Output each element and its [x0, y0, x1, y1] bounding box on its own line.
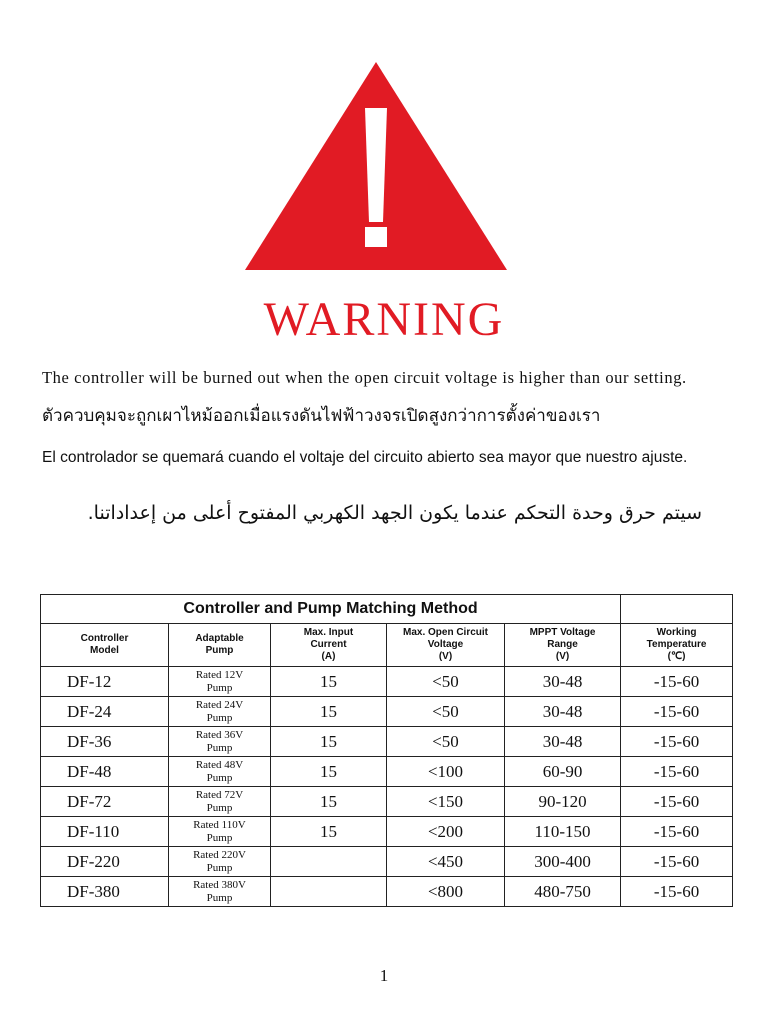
cell-model: DF-12 [41, 667, 169, 697]
header-mppt-voltage-range [505, 624, 621, 667]
header-line: (℃) [667, 651, 686, 662]
cell-pump [169, 757, 271, 787]
cell-mppt-voltage-range: 480-750 [505, 877, 621, 907]
cell-mppt-voltage-range: 60-90 [505, 757, 621, 787]
pump-line: Pump [206, 831, 233, 844]
pump-line: Pump [206, 711, 233, 724]
header-line: Range [547, 639, 578, 650]
pump-line: Pump [206, 891, 233, 904]
table-title: Controller and Pump Matching Method [41, 595, 621, 624]
header-max-input-current [271, 624, 387, 667]
table-row [41, 697, 733, 727]
cell-pump [169, 727, 271, 757]
header-line: Pump [205, 645, 234, 656]
table-row [41, 727, 733, 757]
cell-max-open-circuit-voltage: <200 [387, 817, 505, 847]
header-working-temperature [621, 624, 733, 667]
header-line: (V) [438, 651, 453, 662]
header-max-open-circuit-voltage [387, 624, 505, 667]
exclamation-dot [365, 227, 387, 247]
cell-working-temperature: -15-60 [621, 727, 733, 757]
header-line: Working [656, 627, 697, 638]
pump-line: Rated 110V [193, 818, 246, 831]
cell-pump [169, 877, 271, 907]
cell-model: DF-48 [41, 757, 169, 787]
warning-message-spanish: El controlador se quemará cuando el voltaje del circuito abierto sea mayor que nuestro ajuste. [42, 449, 688, 466]
table-row [41, 667, 733, 697]
cell-mppt-voltage-range: 30-48 [505, 667, 621, 697]
table-row [41, 787, 733, 817]
header-line: Max. Open Circuit [402, 627, 488, 638]
cell-working-temperature: -15-60 [621, 667, 733, 697]
pump-line: Pump [206, 801, 233, 814]
cell-max-input-current [271, 877, 387, 907]
table-row [41, 877, 733, 907]
cell-working-temperature: -15-60 [621, 877, 733, 907]
cell-max-input-current [271, 847, 387, 877]
cell-model: DF-36 [41, 727, 169, 757]
page-number: 1 [379, 966, 389, 985]
header-line: Model [90, 645, 119, 656]
cell-max-input-current: 15 [271, 757, 387, 787]
warning-exclamation-icon [245, 62, 507, 270]
cell-working-temperature: -15-60 [621, 787, 733, 817]
table-row [41, 847, 733, 877]
pump-line: Pump [206, 771, 233, 784]
pump-line: Rated 380V [193, 878, 246, 891]
cell-max-open-circuit-voltage: <100 [387, 757, 505, 787]
cell-pump [169, 817, 271, 847]
cell-max-input-current: 15 [271, 667, 387, 697]
warning-message-arabic: سيتم حرق وحدة التحكم عندما يكون الجهد الكهربي المفتوح أعلى من إعداداتنا. [87, 502, 702, 524]
cell-max-input-current: 15 [271, 697, 387, 727]
cell-working-temperature: -15-60 [621, 757, 733, 787]
cell-model: DF-380 [41, 877, 169, 907]
warning-title: WARNING [263, 293, 505, 346]
header-controller-model [41, 624, 169, 667]
cell-model: DF-24 [41, 697, 169, 727]
header-line: Adaptable [195, 633, 244, 644]
cell-max-input-current: 15 [271, 727, 387, 757]
cell-pump [169, 787, 271, 817]
cell-working-temperature: -15-60 [621, 817, 733, 847]
cell-mppt-voltage-range: 90-120 [505, 787, 621, 817]
cell-model: DF-220 [41, 847, 169, 877]
cell-model: DF-72 [41, 787, 169, 817]
cell-max-open-circuit-voltage: <450 [387, 847, 505, 877]
matching-table [40, 594, 733, 907]
cell-mppt-voltage-range: 300-400 [505, 847, 621, 877]
pump-line: Pump [206, 681, 233, 694]
header-line: (A) [321, 651, 336, 662]
header-line: Voltage [427, 639, 464, 650]
table-header-row [41, 624, 733, 667]
cell-max-open-circuit-voltage: <50 [387, 697, 505, 727]
table-row [41, 757, 733, 787]
cell-pump [169, 697, 271, 727]
header-line: Current [310, 639, 347, 650]
header-line: MPPT Voltage [529, 627, 596, 638]
cell-max-open-circuit-voltage: <800 [387, 877, 505, 907]
header-adaptable-pump [169, 624, 271, 667]
pump-line: Rated 36V [195, 728, 244, 741]
table-row [41, 817, 733, 847]
cell-working-temperature: -15-60 [621, 697, 733, 727]
warning-message-thai: ตัวควบคุมจะถูกเผาไหม้ออกเมื่อแรงดันไฟฟ้าวงจรเปิดสูงกว่าการตั้งค่าของเรา [42, 406, 601, 426]
cell-mppt-voltage-range: 30-48 [505, 697, 621, 727]
pump-line: Rated 220V [193, 848, 246, 861]
header-line: Temperature [646, 639, 707, 650]
pump-line: Rated 48V [195, 758, 244, 771]
cell-mppt-voltage-range: 110-150 [505, 817, 621, 847]
cell-working-temperature: -15-60 [621, 847, 733, 877]
header-line: Max. Input [303, 627, 354, 638]
warning-message-english: The controller will be burned out when the open circuit voltage is higher than our setting. [42, 368, 687, 387]
pump-line: Rated 12V [195, 668, 244, 681]
cell-max-input-current: 15 [271, 817, 387, 847]
cell-max-open-circuit-voltage: <50 [387, 667, 505, 697]
header-line: (V) [555, 651, 570, 662]
cell-mppt-voltage-range: 30-48 [505, 727, 621, 757]
pump-line: Pump [206, 741, 233, 754]
cell-max-open-circuit-voltage: <50 [387, 727, 505, 757]
cell-pump [169, 667, 271, 697]
pump-line: Rated 72V [195, 788, 244, 801]
cell-model: DF-110 [41, 817, 169, 847]
pump-line: Rated 24V [195, 698, 244, 711]
header-line: Controller [80, 633, 129, 644]
pump-line: Pump [206, 861, 233, 874]
cell-pump [169, 847, 271, 877]
cell-max-input-current: 15 [271, 787, 387, 817]
cell-max-open-circuit-voltage: <150 [387, 787, 505, 817]
table-title-empty-cell [621, 595, 733, 624]
